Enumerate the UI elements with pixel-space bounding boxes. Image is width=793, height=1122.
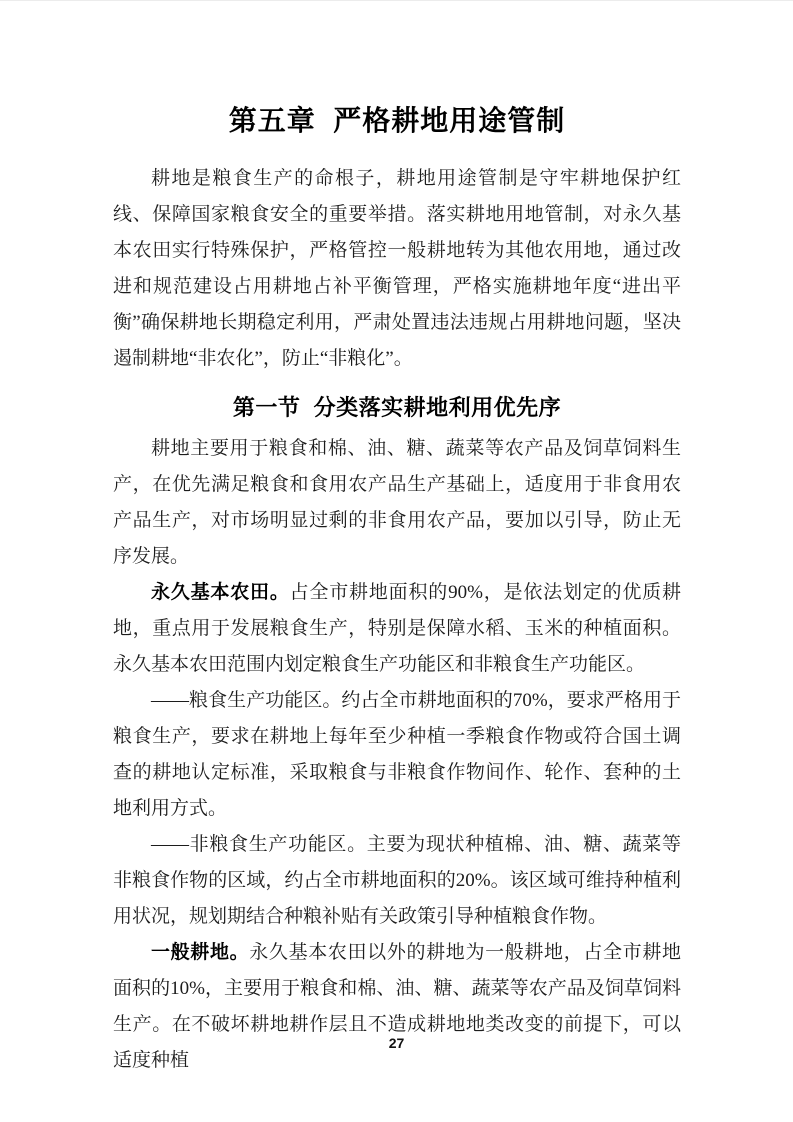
paragraph-text: 占全市耕地面积的90%，是依法划定的优质耕地，重点用于发展粮食生产，特别是保障水稻、玉米的种植面积。永久基本农田范围内划定粮食生产功能区和非粮食生产功能区。 xyxy=(113,582,681,675)
paragraph-permanent-farmland xyxy=(113,575,681,683)
paragraph-grain-production-zone xyxy=(113,683,681,827)
paragraph-non-grain-production-zone xyxy=(113,827,681,935)
section-title: 第一节 分类落实耕地利用优先序 xyxy=(232,395,562,420)
paragraph-text: 耕地是粮食生产的命根子，耕地用途管制是守牢耕地保护红线、保障国家粮食安全的重要举措。落实耕地用地管制，对永久基本农田实行特殊保护，严格管控一般耕地转为其他农用地，通过改进和规范建设占用耕地占补平衡管理，严格实施耕地年度“进出平衡”确保耕地长期稳定利用，严肃处置违法违规占用耕地问题，坚决遏制耕地“非农化”，防止“非粮化”。 xyxy=(113,168,681,369)
paragraph-overview xyxy=(113,431,681,575)
paragraph-text: 耕地主要用于粮食和棉、油、糖、蔬菜等农产品及饲草饲料生产，在优先满足粮食和食用农产品生产基础上，适度用于非食用农产品生产，对市场明显过剩的非食用农产品，要加以引导，防止无序发展。 xyxy=(113,438,681,567)
page-content xyxy=(0,1,793,1079)
paragraph-text: 永久基本农田以外的耕地为一般耕地，占全市耕地面积的10%，主要用于粮食和棉、油、糖、蔬菜等农产品及饲草饲料生产。在不破坏耕地耕作层且不造成耕地地类改变的前提下，可以适度种植 xyxy=(113,942,681,1071)
paragraph-text: ——非粮食生产功能区。主要为现状种植棉、油、糖、蔬菜等非粮食作物的区域，约占全市耕地面积的20%。该区域可维持种植利用状况，规划期结合种粮补贴有关政策引导种植粮食作物。 xyxy=(113,834,681,927)
paragraph-general-farmland xyxy=(113,935,681,1079)
chapter-title: 第五章 严格耕地用途管制 xyxy=(228,105,566,136)
paragraph-text: ——粮食生产功能区。约占全市耕地面积的70%，要求严格用于粮食生产，要求在耕地上每年至少种植一季粮食作物或符合国土调查的耕地认定标准，采取粮食与非粮食作物间作、轮作、套种的土地利用方式。 xyxy=(113,690,681,819)
paragraph-intro xyxy=(113,161,681,377)
paragraph-lead: 永久基本农田。 xyxy=(151,582,290,603)
page-number: 27 xyxy=(388,1035,405,1051)
paragraph-lead: 一般耕地。 xyxy=(151,942,250,963)
